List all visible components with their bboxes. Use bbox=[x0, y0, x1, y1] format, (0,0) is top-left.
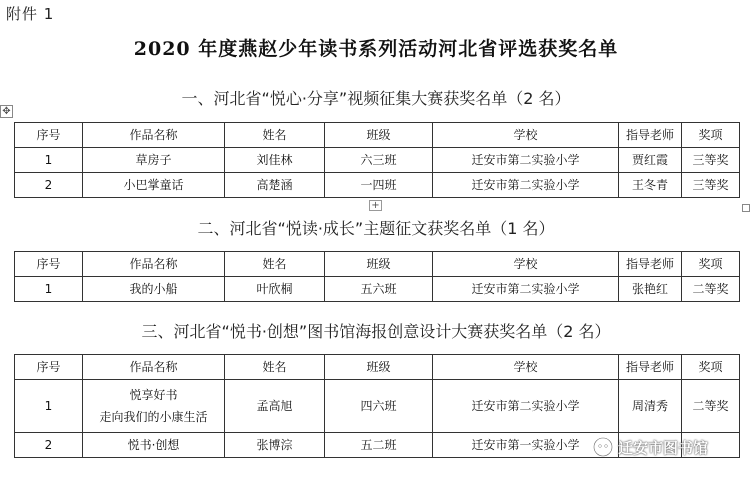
cell-work bbox=[83, 380, 225, 433]
attachment-label: 附件 1 bbox=[6, 5, 55, 23]
header-cell: 序号 bbox=[15, 252, 83, 277]
add-row-icon[interactable]: + bbox=[369, 200, 382, 211]
cell-no: 1 bbox=[15, 380, 83, 433]
header-cell: 班级 bbox=[325, 355, 433, 380]
cell-work: 悦书·创想 bbox=[83, 433, 225, 458]
header-cell: 指导老师 bbox=[619, 252, 682, 277]
cell-class: 五六班 bbox=[325, 277, 433, 302]
table-header-row bbox=[15, 355, 740, 380]
header-cell: 学校 bbox=[433, 252, 619, 277]
section-2-table bbox=[14, 251, 740, 302]
table-row bbox=[15, 277, 740, 302]
cell-name: 刘佳林 bbox=[225, 148, 325, 173]
cell-award: 二等奖 bbox=[682, 277, 740, 302]
cell-name: 高楚涵 bbox=[225, 173, 325, 198]
cell-work-line-1: 悦享好书 bbox=[129, 388, 178, 402]
cell-class: 六三班 bbox=[325, 148, 433, 173]
cell-class: 五二班 bbox=[325, 433, 433, 458]
cell-name: 叶欣桐 bbox=[225, 277, 325, 302]
header-cell: 作品名称 bbox=[83, 355, 225, 380]
header-cell: 作品名称 bbox=[83, 252, 225, 277]
table-move-handle-icon[interactable]: ✥ bbox=[0, 105, 13, 118]
header-cell: 奖项 bbox=[682, 123, 740, 148]
header-cell: 姓名 bbox=[225, 355, 325, 380]
table-header-row bbox=[15, 123, 740, 148]
cell-work: 小巴掌童话 bbox=[83, 173, 225, 198]
cell-class: 四六班 bbox=[325, 380, 433, 433]
header-cell: 奖项 bbox=[682, 252, 740, 277]
watermark-text: 迁安市图书馆 bbox=[618, 438, 709, 457]
header-cell: 作品名称 bbox=[83, 123, 225, 148]
cell-school: 迁安市第二实验小学 bbox=[433, 277, 619, 302]
cell-award: 三等奖 bbox=[682, 173, 740, 198]
cell-teacher: 周清秀 bbox=[619, 380, 682, 433]
section-1-heading: 一、河北省“悦心·分享”视频征集大赛获奖名单（2 名） bbox=[181, 89, 571, 108]
cell-school: 迁安市第二实验小学 bbox=[433, 173, 619, 198]
cell-name: 张博淙 bbox=[225, 433, 325, 458]
table-row bbox=[15, 148, 740, 173]
section-1-table bbox=[14, 122, 740, 198]
table-header-row bbox=[15, 252, 740, 277]
header-cell: 班级 bbox=[325, 252, 433, 277]
cell-school: 迁安市第二实验小学 bbox=[433, 380, 619, 433]
header-cell: 指导老师 bbox=[619, 123, 682, 148]
cell-no: 2 bbox=[15, 433, 83, 458]
header-cell: 指导老师 bbox=[619, 355, 682, 380]
section-3-heading: 三、河北省“悦书·创想”图书馆海报创意设计大赛获奖名单（2 名） bbox=[141, 322, 611, 341]
cell-award: 三等奖 bbox=[682, 148, 740, 173]
cell-work-line-2: 走向我们的小康生活 bbox=[99, 410, 208, 424]
header-cell: 姓名 bbox=[225, 252, 325, 277]
table-row bbox=[15, 173, 740, 198]
table-resize-handle[interactable] bbox=[742, 204, 750, 212]
section-2-heading: 二、河北省“悦读·成长”主题征文获奖名单（1 名） bbox=[197, 219, 555, 238]
header-cell: 奖项 bbox=[682, 355, 740, 380]
cell-no: 1 bbox=[15, 277, 83, 302]
cell-school: 迁安市第一实验小学 bbox=[433, 433, 619, 458]
cell-teacher: 王冬青 bbox=[619, 173, 682, 198]
header-cell: 序号 bbox=[15, 355, 83, 380]
header-cell: 序号 bbox=[15, 123, 83, 148]
cell-work: 我的小船 bbox=[83, 277, 225, 302]
document-title: 2020 年度燕赵少年读书系列活动河北省评选获奖名单 bbox=[133, 38, 619, 60]
cell-school: 迁安市第二实验小学 bbox=[433, 148, 619, 173]
header-cell: 学校 bbox=[433, 355, 619, 380]
cell-class: 一四班 bbox=[325, 173, 433, 198]
cell-teacher: 贾红霞 bbox=[619, 148, 682, 173]
header-cell: 学校 bbox=[433, 123, 619, 148]
watermark bbox=[592, 432, 708, 462]
cell-name: 孟高旭 bbox=[225, 380, 325, 433]
cell-no: 1 bbox=[15, 148, 83, 173]
table-row bbox=[15, 380, 740, 433]
cell-teacher: 张艳红 bbox=[619, 277, 682, 302]
cell-no: 2 bbox=[15, 173, 83, 198]
cell-work: 草房子 bbox=[83, 148, 225, 173]
wechat-icon bbox=[592, 436, 614, 458]
header-cell: 姓名 bbox=[225, 123, 325, 148]
cell-award: 二等奖 bbox=[682, 380, 740, 433]
header-cell: 班级 bbox=[325, 123, 433, 148]
